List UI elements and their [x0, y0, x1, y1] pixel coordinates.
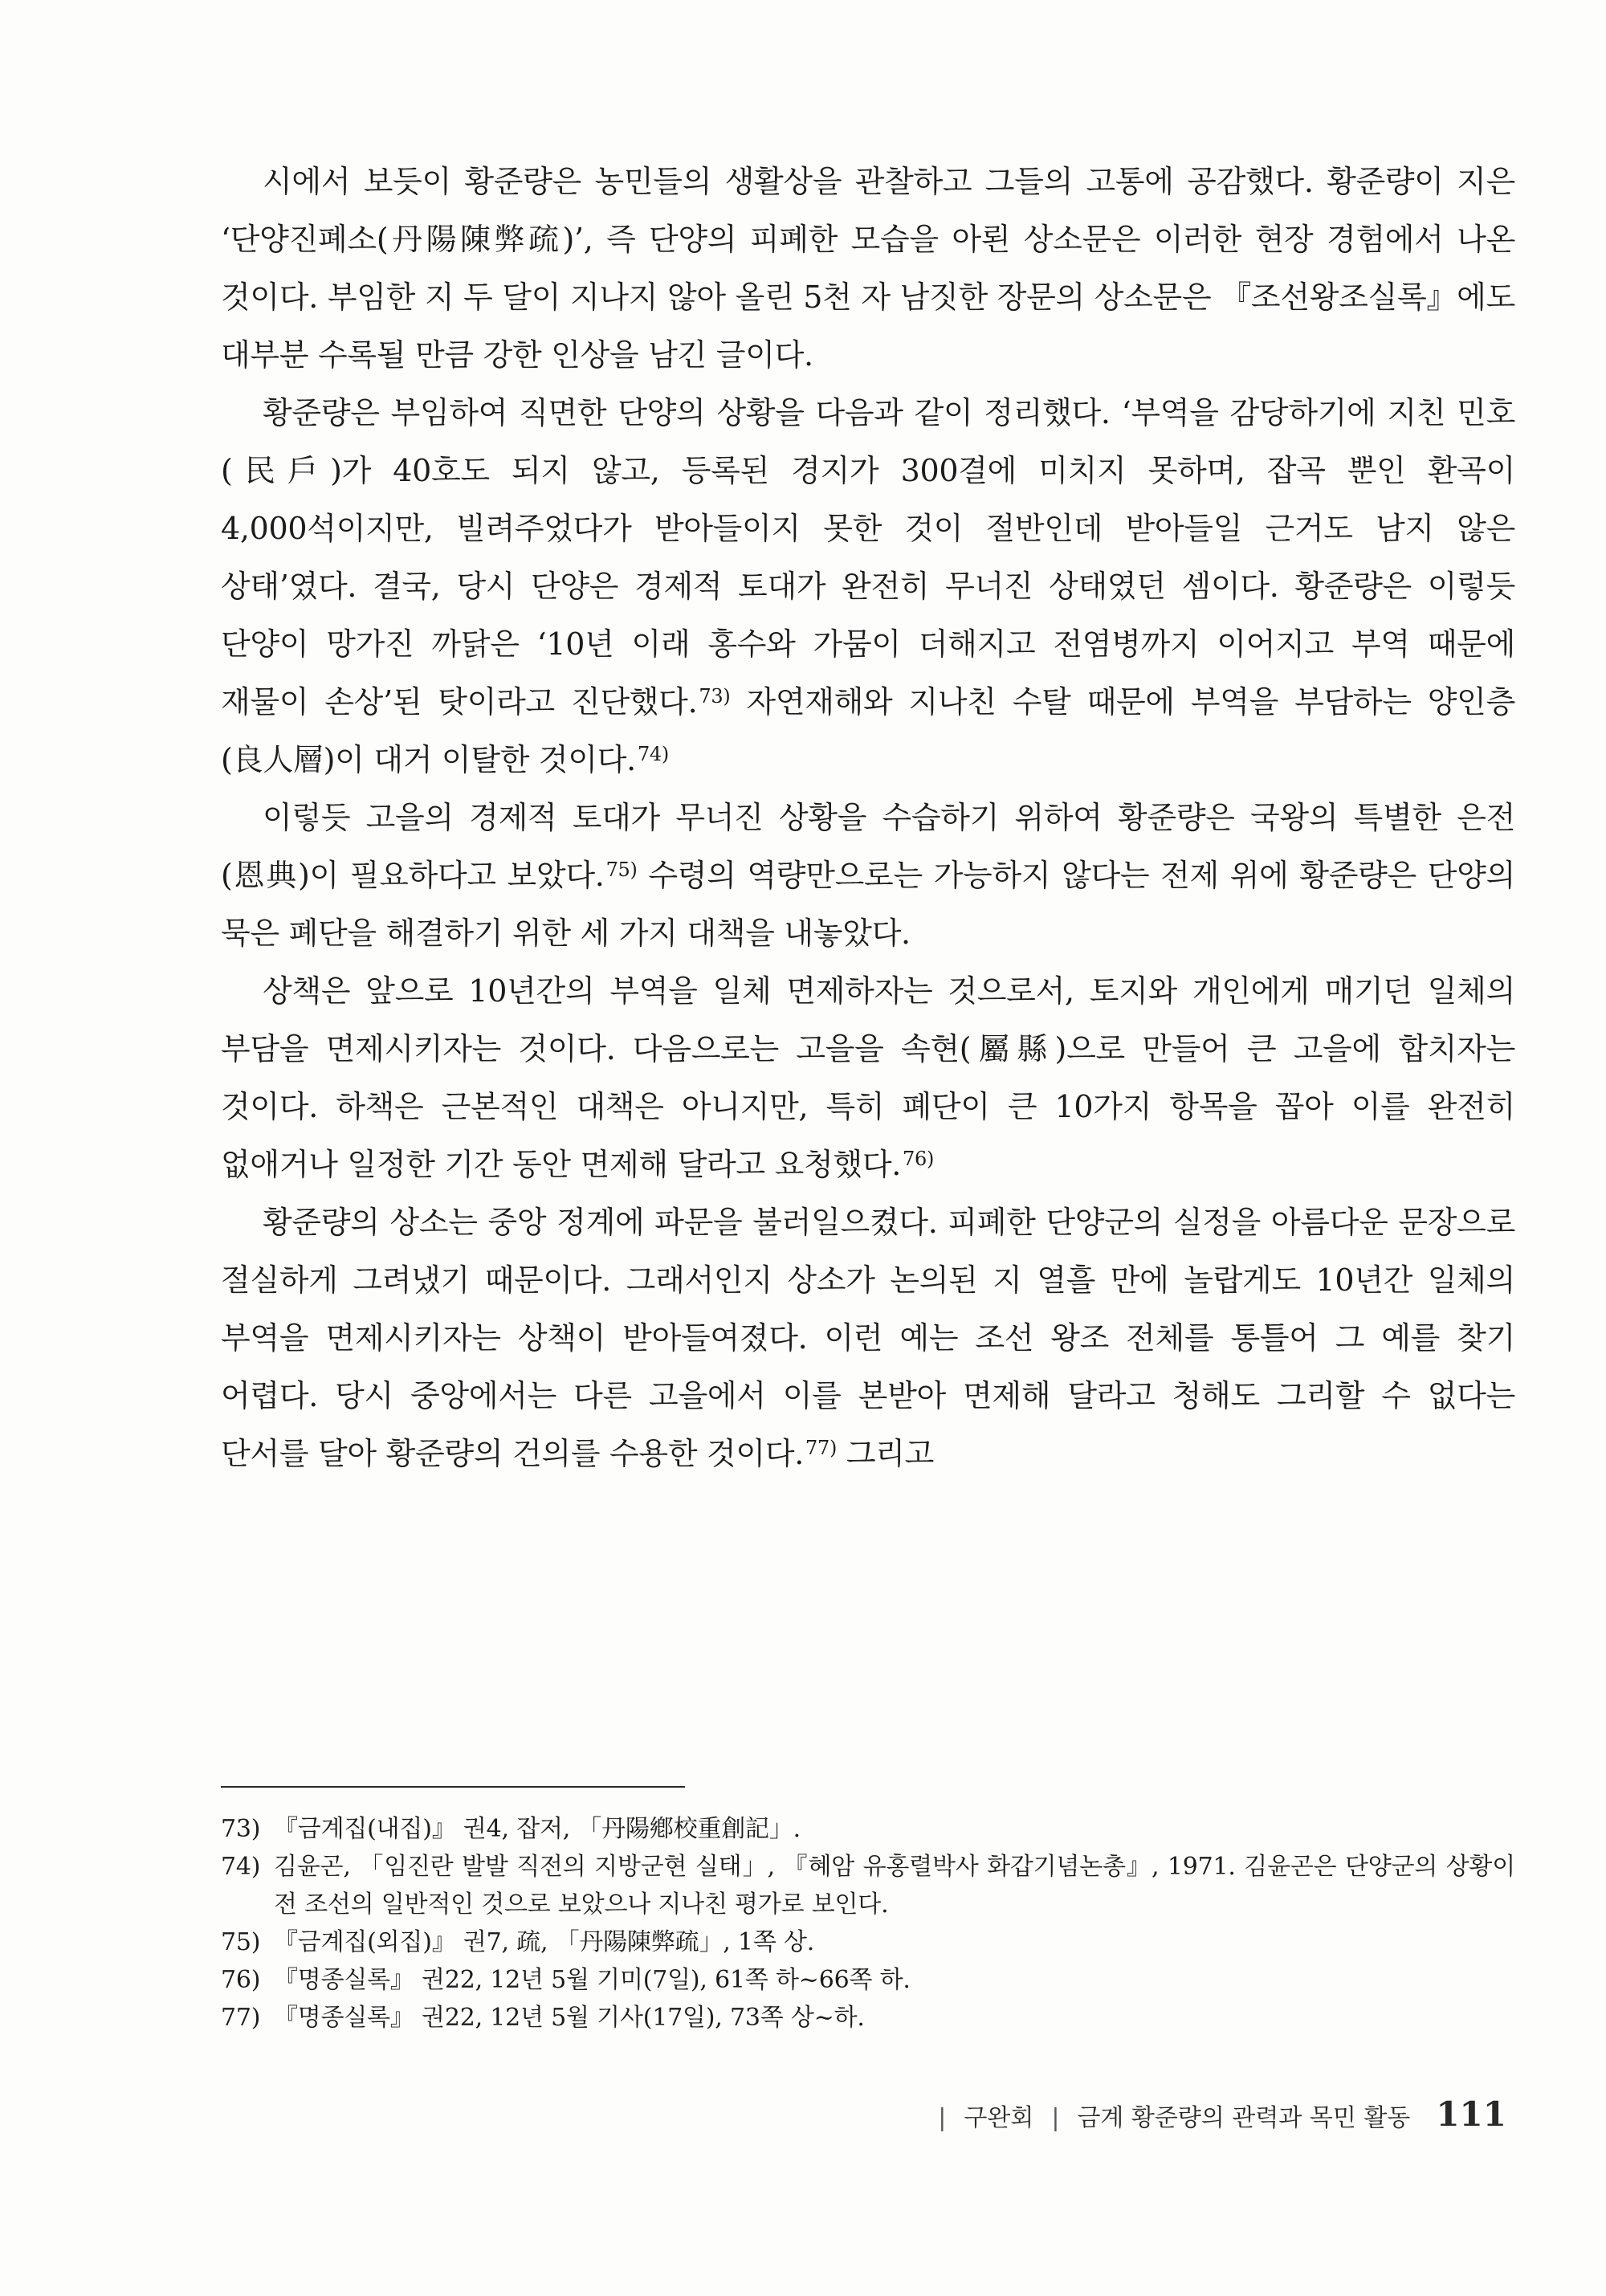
footnote-text: 김윤곤, 「임진란 발발 직전의 지방군현 실태」, 『혜암 유홍렬박사 화갑기념논총』, 1971. 김윤곤은 단양군의 상황이 전 조선의 일반적인 것으로 보았으나 지나친 평가로 보인다.: [274, 1853, 1515, 1919]
paragraph-text-continued: 수령의 역량만으로는 가능하지 않다는 전제 위에 황준량은 단양의 묵은 폐단을 해결하기 위한 세 가지 대책을 내놓았다.: [221, 858, 1515, 951]
footnote-ref-75: 75): [605, 858, 638, 881]
footnote-number: 73): [221, 1815, 261, 1843]
footnote-73: [221, 1810, 1515, 1848]
paragraph-5: [221, 1193, 1515, 1482]
footnote-number: 74): [221, 1853, 261, 1881]
footnote-text: 『금계집(외집)』 권7, 疏, 「丹陽陳弊疏」, 1쪽 상.: [274, 1928, 815, 1956]
footnote-ref-74: 74): [637, 743, 669, 765]
paragraph-text: 황준량의 상소는 중앙 정계에 파문을 불러일으켰다. 피폐한 단양군의 실정을 아름다운 문장으로 절실하게 그려냈기 때문이다. 그래서인지 상소가 논의된 지 열흘 만에 놀랍게도 10년간 일체의 부역을 면제시키자는 상책이 받아들여졌다. 이런 예는 조선 왕조 전체를 통틀어 그 예를 찾기 어렵다. 당시 중앙에서는 다른 고을에서 이를 본받아 면제해 달라고 청해도 그리할 수 없다는 단서를 달아 황준량의 건의를 수용한 것이다.: [221, 1205, 1515, 1471]
footnote-76: [221, 1961, 1515, 1999]
main-body-text: [221, 153, 1515, 1482]
paragraph-text: 이렇듯 고을의 경제적 토대가 무너진 상황을 수습하기 위하여 황준량은 국왕의 특별한 은전(恩典)이 필요하다고 보았다.: [221, 800, 1515, 893]
footnote-number: 76): [221, 1966, 261, 1994]
paragraph-text: 상책은 앞으로 10년간의 부역을 일체 면제하자는 것으로서, 토지와 개인에게 매기던 일체의 부담을 면제시키자는 것이다. 다음으로는 고을을 속현(屬縣)으로 만들어 큰 고을에 합치자는 것이다. 하책은 근본적인 대책은 아니지만, 특히 폐단이 큰 10가지 항목을 꼽아 이를 완전히 없애거나 일정한 기간 동안 면제해 달라고 요청했다.: [221, 973, 1515, 1182]
footnote-text: 『금계집(내집)』 권4, 잡저, 「丹陽鄕校重創記」.: [274, 1815, 801, 1843]
footer-author: 구완회: [964, 2104, 1034, 2132]
paragraph-text: 황준량은 부임하여 직면한 단양의 상황을 다음과 같이 정리했다. ‘부역을 감당하기에 지친 민호(民戶)가 40호도 되지 않고, 등록된 경지가 300결에 미치지 못하며, 잡곡 뿐인 환곡이 4,000석이지만, 빌려주었다가 받아들이지 못한 것이 절반인데 받아들일 근거도 남지 않은 상태’였다. 결국, 당시 단양은 경제적 토대가 완전히 무너진 상태였던 셈이다. 황준량은 이렇듯 단양이 망가진 까닭은 ‘10년 이래 홍수와 가뭄이 더해지고 전염병까지 이어지고 부역 때문에 재물이 손상’된 탓이라고 진단했다.: [221, 395, 1515, 720]
page-number: 111: [1436, 2094, 1506, 2134]
footnote-ref-76: 76): [903, 1148, 935, 1170]
footnotes: [221, 1810, 1515, 2037]
paragraph-1: [221, 153, 1515, 384]
footnote-text: 『명종실록』 권22, 12년 5월 기사(17일), 73쪽 상~하.: [274, 2004, 865, 2032]
paragraph-text-continued: 자연재해와 지나친 수탈 때문에 부역을 부담하는 양인층(良人層)이 대거 이탈한 것이다.: [221, 684, 1516, 777]
paragraph-text: 시에서 보듯이 황준량은 농민들의 생활상을 관찰하고 그들의 고통에 공감했다. 황준량이 지은 ‘단양진폐소(丹陽陳弊疏)’, 즉 단양의 피폐한 모습을 아뢴 상소문은 이러한 현장 경험에서 나온 것이다. 부임한 지 두 달이 지나지 않아 올린 5천 자 남짓한 장문의 상소문은 『조선왕조실록』에도 대부분 수록될 만큼 강한 인상을 남긴 글이다.: [221, 164, 1515, 373]
paragraph-text-continued: 그리고: [837, 1436, 935, 1471]
footnote-text: 『명종실록』 권22, 12년 5월 기미(7일), 61쪽 하~66쪽 하.: [274, 1966, 911, 1994]
paragraph-2: [221, 384, 1515, 789]
paragraph-3: [221, 789, 1515, 962]
running-footer: [938, 2094, 1506, 2134]
footnote-ref-77: 77): [805, 1437, 838, 1459]
footer-separator: |: [1051, 2104, 1060, 2132]
footer-separator: |: [938, 2104, 947, 2132]
footer-article-title: 금계 황준량의 관력과 목민 활동: [1077, 2104, 1411, 2132]
footnote-74: [221, 1848, 1515, 1923]
footnote-number: 77): [221, 2004, 261, 2032]
paragraph-4: [221, 962, 1515, 1193]
footnote-ref-73: 73): [699, 685, 731, 708]
footnote-divider: [221, 1786, 685, 1788]
footnote-number: 75): [221, 1928, 261, 1956]
footnote-77: [221, 1999, 1515, 2037]
footnote-75: [221, 1923, 1515, 1961]
